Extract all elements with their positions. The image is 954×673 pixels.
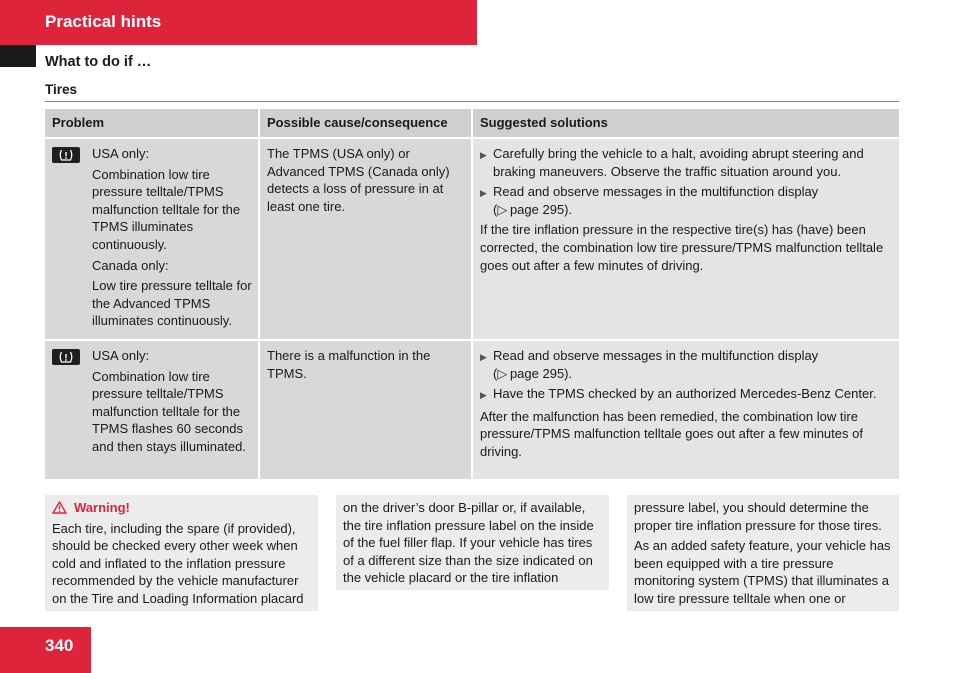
solution-text: Have the TPMS checked by an authorized Mercedes-Benz Center. bbox=[493, 386, 877, 402]
page-reference[interactable]: page 295). bbox=[509, 365, 573, 381]
section-title: What to do if … bbox=[45, 54, 152, 70]
cause-text: The TPMS (USA only) or Advanced TPMS (Canada only) detects a loss of pressure in at least one tire. bbox=[267, 146, 450, 214]
problem-text: Canada only: bbox=[92, 257, 169, 273]
page-ref-arrow-icon: ▷ bbox=[497, 201, 508, 217]
bullet-arrow-icon: ▶ bbox=[480, 390, 487, 401]
chapter-header-bar bbox=[0, 0, 477, 45]
bullet-arrow-icon: ▶ bbox=[480, 188, 487, 199]
page-reference[interactable]: page 295). bbox=[509, 201, 573, 217]
problem-text: USA only: bbox=[92, 146, 150, 161]
solution-item bbox=[480, 145, 893, 180]
warning-box-col3 bbox=[627, 495, 899, 611]
warning-text: As an added safety feature, your vehicle has been equipped with a tire pressure monitoring system (TPMS) that illuminates a low tire pressure telltale when one or bbox=[634, 538, 891, 606]
solution-cell bbox=[472, 138, 899, 340]
solution-item bbox=[480, 385, 893, 405]
problem-cell bbox=[45, 138, 259, 340]
solution-text: Read and observe messages in the multifunction display bbox=[493, 347, 819, 363]
subsection-divider bbox=[45, 101, 899, 102]
warning-triangle-icon bbox=[52, 501, 67, 514]
table-row bbox=[45, 138, 899, 340]
solution-item: ▶ Read and observe messages in the multifunction display (▷ page 295). bbox=[480, 347, 819, 381]
warning-box-col1 bbox=[45, 495, 318, 611]
solution-note: After the malfunction has been remedied, the combination low tire pressure/TPMS malfunction telltale goes out after a few minutes of driving. bbox=[480, 408, 863, 459]
cause-cell bbox=[259, 340, 472, 480]
cause-text: There is a malfunction in the TPMS. bbox=[267, 347, 431, 381]
solution-note: If the tire inflation pressure in the respective tire(s) has (have) been corrected, the combination low tire pressure/TPMS malfunction telltale goes out after a few minutes of driving. bbox=[480, 222, 884, 273]
warning-text: Each tire, including the spare (if provided), should be checked every other week when cold and inflated to the inflation pressure recommended by the vehicle manufacturer on the Tire and Loading Information placard bbox=[52, 520, 304, 606]
bullet-arrow-icon: ▶ bbox=[480, 351, 487, 362]
warning-heading bbox=[52, 499, 312, 517]
problem-cell bbox=[45, 340, 259, 480]
page-ref-arrow-icon: ▷ bbox=[497, 365, 508, 381]
solution-text: Carefully bring the vehicle to a halt, avoiding abrupt steering and braking maneuvers. Observe the traffic situation around you. bbox=[493, 146, 864, 179]
warning-text: on the driver’s door B-pillar or, if available, the tire inflation pressure label on the inside of the fuel filler flap. If your vehicle has tires of a different size than the size indicated on the vehicle placard or the tire inflation bbox=[343, 500, 594, 586]
problem-text: Low tire pressure telltale for the Advanced TPMS illuminates continuously. bbox=[92, 278, 252, 329]
warning-text: pressure label, you should determine the proper tire inflation pressure for those tires. bbox=[634, 500, 882, 533]
header-cause: Possible cause/consequence bbox=[259, 109, 472, 138]
tires-table bbox=[45, 109, 899, 481]
problem-text: Combination low tire pressure telltale/TPMS malfunction telltale for the TPMS flashes 60 seconds and then stays illuminated. bbox=[92, 368, 246, 454]
problem-text: USA only: bbox=[92, 347, 150, 363]
problem-text: Combination low tire pressure telltale/TPMS malfunction telltale for the TPMS illuminates continuously. bbox=[92, 166, 241, 252]
solution-text: Read and observe messages in the multifunction display bbox=[493, 184, 819, 200]
tpms-telltale-icon bbox=[52, 349, 80, 365]
page-number-box bbox=[0, 627, 91, 673]
solution-item: ▶ Read and observe messages in the multifunction display (▷ page 295). bbox=[480, 184, 819, 217]
warning-label: Warning! bbox=[74, 500, 130, 515]
cause-cell bbox=[259, 138, 472, 340]
solution-cell bbox=[472, 340, 899, 480]
table-header-row bbox=[45, 109, 899, 138]
section-tab-marker bbox=[0, 45, 36, 67]
bullet-arrow-icon: ▶ bbox=[480, 150, 487, 160]
subsection-title: Tires bbox=[45, 82, 78, 97]
tpms-telltale-icon bbox=[52, 147, 80, 163]
header-problem: Problem bbox=[45, 109, 259, 138]
warning-box-col2 bbox=[336, 495, 609, 590]
page-number: 340 bbox=[45, 636, 74, 655]
table-row bbox=[45, 340, 899, 480]
header-solutions: Suggested solutions bbox=[472, 109, 899, 138]
chapter-title: Practical hints bbox=[45, 12, 162, 31]
